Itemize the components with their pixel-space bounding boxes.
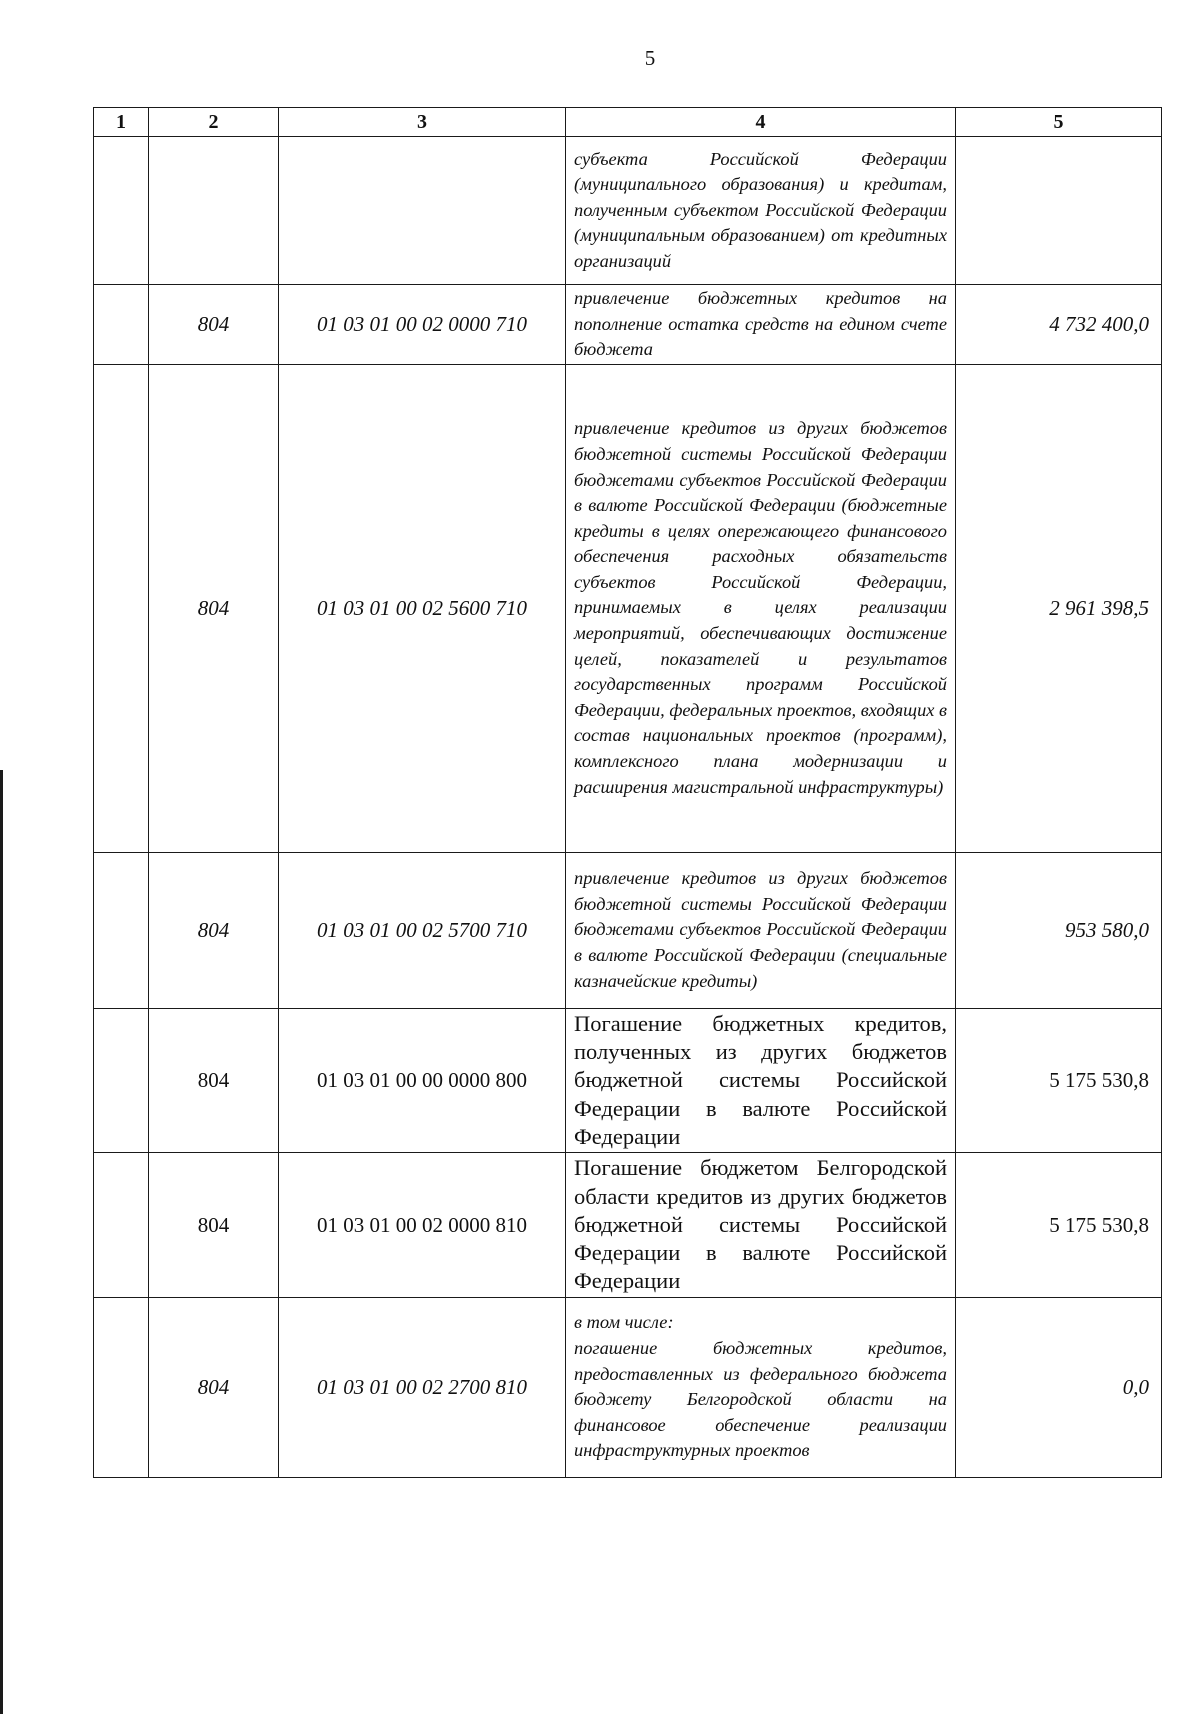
description-cell [566, 1153, 956, 1297]
description-cell [566, 1008, 956, 1152]
row-number-cell [94, 137, 149, 285]
description-text: Погашение бюджетных кредитов, полученных из других бюджетов бюджетной системы Российской Федерации в валюте Российской Федерации [574, 1010, 947, 1149]
description-cell [566, 852, 956, 1008]
description-cell [566, 364, 956, 852]
budget-code-cell: 01 03 01 00 00 0000 800 [279, 1008, 566, 1152]
amount-cell: 4 732 400,0 [956, 285, 1162, 365]
budget-code-cell: 01 03 01 00 02 5600 710 [279, 364, 566, 852]
table-row [94, 364, 1162, 852]
amount-cell: 5 175 530,8 [956, 1008, 1162, 1152]
table-row [94, 1008, 1162, 1152]
header-col-2: 2 [149, 108, 279, 137]
description-text: Погашение бюджетом Белгородской области кредитов из других бюджетов бюджетной системы Российской Федерации в валюте Российской Федерации [574, 1155, 947, 1294]
page-number: 5 [644, 46, 656, 70]
table-row [94, 285, 1162, 365]
amount-cell: 953 580,0 [956, 852, 1162, 1008]
description-text: привлечение кредитов из других бюджетов бюджетной системы Российской Федерации бюджетами субъектов Российской Федерации в валюте Российской Федерации (специальные казначейские кредиты) [574, 868, 947, 991]
description-cell [566, 137, 956, 285]
budget-sources-table [93, 107, 1162, 1478]
amount-cell: 0,0 [956, 1297, 1162, 1477]
table-row [94, 137, 1162, 285]
admin-code-cell [149, 137, 279, 285]
amount-cell: 5 175 530,8 [956, 1153, 1162, 1297]
row-number-cell [94, 852, 149, 1008]
row-number-cell [94, 1153, 149, 1297]
description-text: привлечение бюджетных кредитов на пополнение остатка средств на едином счете бюджета [574, 288, 947, 360]
table-row [94, 1297, 1162, 1477]
description-cell [566, 285, 956, 365]
description-cell [566, 1297, 956, 1477]
row-number-cell [94, 1297, 149, 1477]
row-number-cell [94, 1008, 149, 1152]
budget-code-cell: 01 03 01 00 02 0000 710 [279, 285, 566, 365]
description-text: погашение бюджетных кредитов, предоставленных из федерального бюджета бюджету Белгородской области на финансовое обеспечение реализации инфраструктурных проектов [574, 1338, 947, 1461]
admin-code-cell: 804 [149, 852, 279, 1008]
admin-code-cell: 804 [149, 364, 279, 852]
table-header-row [94, 108, 1162, 137]
description-text: субъекта Российской Федерации (муниципального образования) и кредитам, полученным субъектом Российской Федерации (муниципальным образованием) от кредитных организаций [574, 148, 947, 271]
budget-code-cell: 01 03 01 00 02 5700 710 [279, 852, 566, 1008]
header-col-1: 1 [94, 108, 149, 137]
amount-cell: 2 961 398,5 [956, 364, 1162, 852]
table-row [94, 852, 1162, 1008]
table-row [94, 1153, 1162, 1297]
amount-cell [956, 137, 1162, 285]
header-col-4: 4 [566, 108, 956, 137]
scan-edge-line [0, 770, 3, 1714]
header-col-5: 5 [956, 108, 1162, 137]
row-number-cell [94, 285, 149, 365]
admin-code-cell: 804 [149, 1153, 279, 1297]
description-text: привлечение кредитов из других бюджетов бюджетной системы Российской Федерации бюджетами субъектов Российской Федерации в валюте Российской Федерации (бюджетные кредиты в целях опережающего финансового обеспечения расходных обязательств субъектов Российской Федерации, принимаемых в целях реализации мероприятий, обеспечивающих достижение целей, показателей и результатов государственных программ Российской Федерации, федеральных проектов, входящих в состав национальных проектов (программ), комплексного плана модернизации и расширения магистральной инфраструктуры) [574, 418, 948, 797]
budget-code-cell: 01 03 01 00 02 2700 810 [279, 1297, 566, 1477]
budget-code-cell: 01 03 01 00 02 0000 810 [279, 1153, 566, 1297]
row-number-cell [94, 364, 149, 852]
description-prefix: в том числе: [574, 1312, 674, 1333]
budget-code-cell [279, 137, 566, 285]
admin-code-cell: 804 [149, 1297, 279, 1477]
header-col-3: 3 [279, 108, 566, 137]
admin-code-cell: 804 [149, 285, 279, 365]
admin-code-cell: 804 [149, 1008, 279, 1152]
